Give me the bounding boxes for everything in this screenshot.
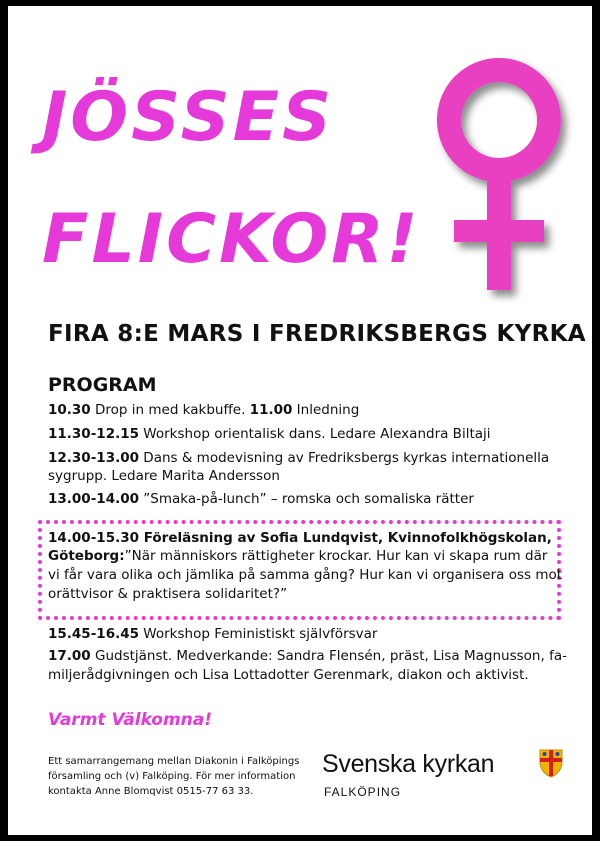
- schedule-row: 12.30-13.00 Dans & modevisning av Fredriksbergs kyrkas internationella: [48, 450, 550, 466]
- schedule-row: 15.45-16.45 Workshop Feministiskt självförsvar: [48, 626, 378, 642]
- schedule-row: 13.00-14.00 ”Smaka-på-lunch” – romska och somaliska rätter: [48, 491, 474, 507]
- highlight-line: orättvisor & praktisera solidaritet?”: [48, 586, 288, 602]
- headline: FIRA 8:E MARS I FREDRIKSBERGS KYRKA: [48, 321, 586, 347]
- title-line-1: JÖSSES: [42, 78, 335, 157]
- schedule-row: 11.30-12.15 Workshop orientalisk dans. Ledare Alexandra Biltaji: [48, 426, 491, 442]
- highlight-line: Göteborg:”När människors rättigheter krockar. Hur kan vi skapa rum där: [48, 548, 548, 564]
- church-crest-icon: [538, 748, 564, 778]
- title-line-2: FLICKOR!: [42, 200, 421, 279]
- highlight-line: vi får vara olika och jämlika på samma gång? Hur kan vi organisera oss mot: [48, 567, 563, 583]
- highlight-line: 14.00-15.30 Föreläsning av Sofia Lundqvist, Kvinnofolkhögskolan,: [48, 530, 552, 546]
- program-heading: PROGRAM: [48, 374, 157, 396]
- schedule-row: 17.00 Gudstjänst. Medverkande: Sandra Flensén, präst, Lisa Magnusson, fa-: [48, 648, 567, 664]
- venus-symbol-icon: [424, 56, 574, 306]
- schedule-row: 10.30 Drop in med kakbuffe. 11.00 Inledning: [48, 402, 360, 418]
- welcome-text: Varmt Välkomna!: [48, 710, 213, 730]
- schedule-row-continued: miljerådgivningen och Lisa Lottadotter Gerenmark, diakon och aktivist.: [48, 667, 529, 683]
- schedule-row-continued: sygrupp. Ledare Marita Andersson: [48, 468, 280, 484]
- poster: [8, 6, 592, 835]
- brand-name: Svenska kyrkan: [322, 750, 495, 778]
- footer-line: Ett samarrangemang mellan Diakonin i Falköpings: [48, 756, 300, 767]
- footer-line: församling och (v) Falköping. För mer information: [48, 771, 296, 782]
- brand-location: FALKÖPING: [324, 785, 402, 799]
- footer-line: kontakta Anne Blomqvist 0515-77 63 33.: [48, 786, 254, 797]
